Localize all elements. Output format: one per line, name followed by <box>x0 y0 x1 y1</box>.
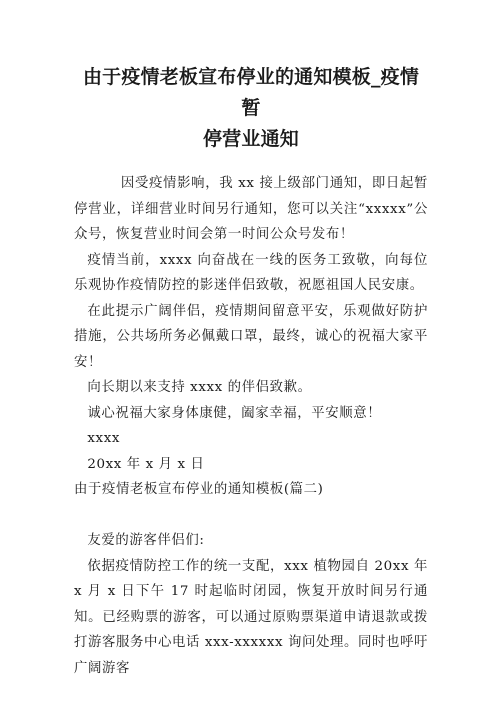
paragraph-reminder: 在此提示广阔伴侣，疫情期间留意平安，乐观做好防护措施，公共场所务必佩戴口罩，最终，诚心的祝福大家平安！ <box>74 303 428 370</box>
document-body <box>74 171 428 681</box>
paragraph-apology: 向长期以来支持 xxxx 的伴侣致歉。 <box>87 380 312 395</box>
title-line-1: 由于疫情老板宣布停业的通知模板_疫情暂 <box>82 66 420 119</box>
signature: xxxx <box>87 431 120 446</box>
section2-heading: 由于疫情老板宣布停业的通知模板(篇二) <box>74 482 324 497</box>
paragraph-closure: 依据疫情防控工作的统一支配，xxx 植物园自 20xx 年 x 月 x 日下午 17 时起临时闭园，恢复开放时间另行通知。已经购票的游客，可以通过原购票渠道申请退款或拨打游客服务中心电话 xxx-xxxxxx 询问处理。同时也呼吁广阔游客 <box>74 558 428 676</box>
salutation: 友爱的游客伴侣们: <box>87 533 205 548</box>
paragraph-notice: 因受疫情影响，我 xx 接上级部门通知，即日起暂停营业，详细营业时间另行通知，您可以关注“xxxxx”公众号，恢复营业时间会第一时间公众号发布！ <box>74 176 428 242</box>
title-line-2: 停营业通知 <box>202 128 299 150</box>
document-title <box>74 62 428 155</box>
paragraph-blessing: 诚心祝福大家身体康健，阖家幸福，平安顺意！ <box>87 405 382 421</box>
paragraph-tribute: 疫情当前，xxxx 向奋战在一线的医务工致敬，向每位乐观协作疫情防控的影迷伴侣致敬，祝愿祖国人民安康。 <box>74 252 428 293</box>
date: 20xx 年 x 月 x 日 <box>87 456 205 472</box>
blank-line <box>74 503 428 529</box>
